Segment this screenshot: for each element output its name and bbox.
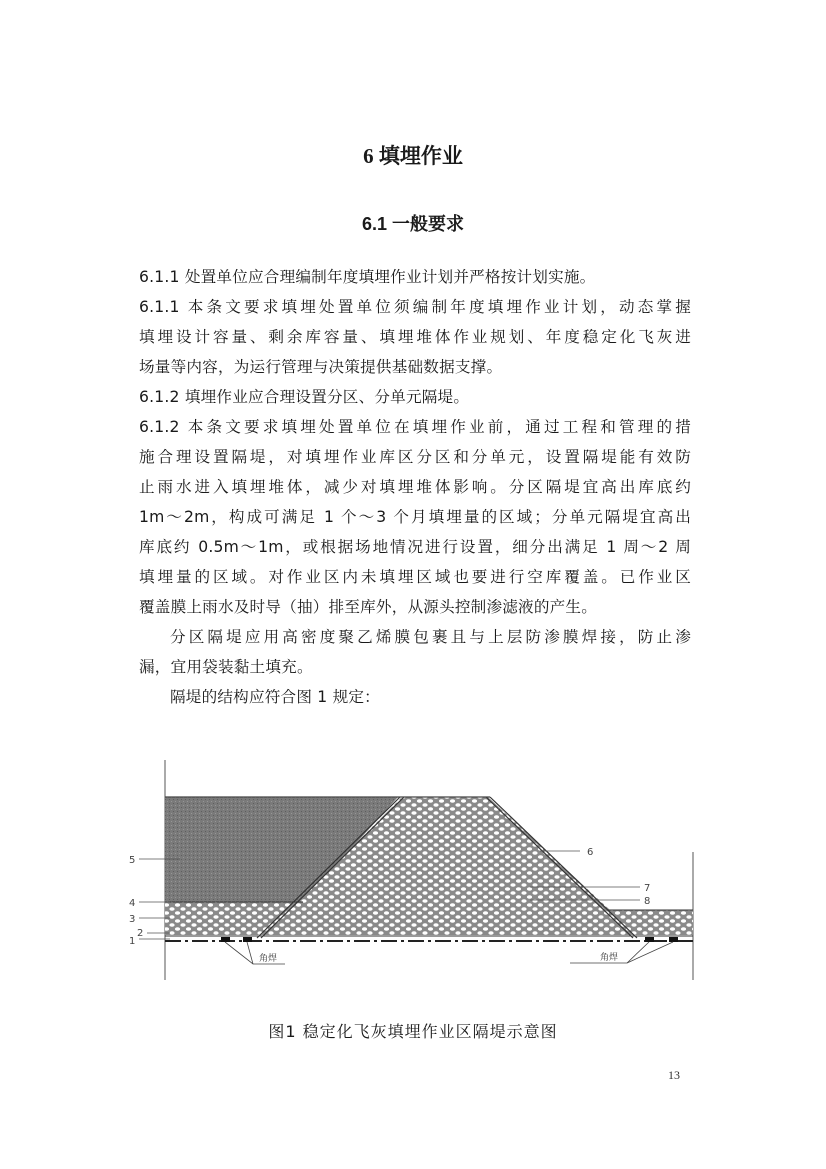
clause-6-1-2: [139, 382, 691, 412]
weld-leader-right: [627, 942, 673, 963]
label-7: 7: [644, 883, 651, 894]
text-line: 填埋设计容量、剩余库容量、填埋堆体作业规划、年度稳定化飞灰进: [139, 328, 691, 346]
label-8: 8: [644, 896, 651, 907]
page-number: 13: [668, 1068, 680, 1082]
text-line: 填埋量的区域。对作业区内未填埋区域也要进行空库覆盖。已作业区: [139, 568, 691, 586]
text-line: 6.1.2 本条文要求填埋处置单位在填埋作业前，通过工程和管理的措: [139, 418, 691, 436]
figure-caption: 图1 稳定化飞灰填埋作业区隔堤示意图: [268, 1022, 558, 1041]
weld-block: [645, 937, 654, 942]
clause-6-1-2-explanation: [139, 412, 691, 622]
label-6: 6: [587, 847, 594, 858]
text-line: 施合理设置隔堤，对填埋作业库区分区和分单元，设置隔堤能有效防: [139, 448, 691, 466]
label-1: 1: [129, 936, 136, 947]
section-title: 6.1 一般要求: [361, 214, 465, 234]
dike-diagram: [125, 755, 710, 985]
weld-block: [243, 937, 252, 942]
label-4: 4: [129, 898, 136, 909]
label-2: 2: [137, 928, 144, 939]
weld-block: [221, 937, 230, 942]
text-line: 隔堤的结构应符合图 1 规定：: [170, 688, 380, 706]
text-line: 6.1.1 本条文要求填埋处置单位须编制年度填埋作业计划，动态掌握: [139, 298, 691, 316]
text-line: 场量等内容，为运行管理与决策提供基础数据支撑。: [139, 358, 503, 376]
text-line: 库底约 0.5m～1m，或根据场地情况进行设置，细分出满足 1 周～2 周: [139, 538, 691, 556]
text-line: 止雨水进入填埋堆体，减少对填埋堆体影响。分区隔堤宜高出库底约: [139, 478, 691, 496]
label-5: 5: [129, 855, 136, 866]
weld-leader-left: [247, 942, 253, 964]
weld-label-right: 角焊: [600, 953, 619, 963]
text-line: 覆盖膜上雨水及时导（抽）排至库外，从源头控制渗滤液的产生。: [139, 598, 598, 616]
weld-label-left: 角焊: [259, 954, 278, 964]
text-line: 6.1.1 处置单位应合理编制年度填埋作业计划并严格按计划实施。: [139, 268, 596, 286]
text-line: 漏，宜用袋装黏土填充。: [139, 658, 313, 676]
weld-block: [669, 937, 678, 942]
dike-wrapping-paragraph: [139, 622, 691, 682]
text-line: 分区隔堤应用高密度聚乙烯膜包裹且与上层防渗膜焊接，防止渗: [170, 628, 691, 646]
chapter-title: 6 填埋作业: [363, 144, 463, 168]
text-line: 6.1.2 填埋作业应合理设置分区、分单元隔堤。: [139, 388, 470, 406]
dike-diagram-svg: [125, 755, 710, 985]
dike-structure-paragraph: [139, 682, 691, 712]
clause-6-1-1: [139, 262, 691, 292]
text-line: 1m～2m，构成可满足 1 个～3 个月填埋量的区域；分单元隔堤宜高出: [139, 508, 691, 526]
clause-6-1-1-explanation: [139, 292, 691, 382]
label-3: 3: [129, 914, 136, 925]
